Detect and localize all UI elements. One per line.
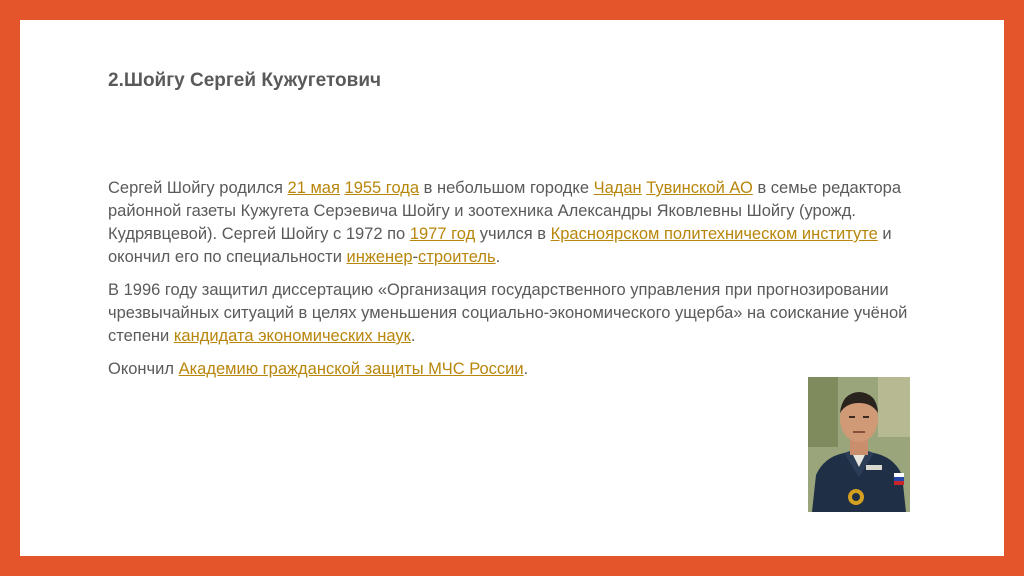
- link-1977-year[interactable]: 1977 год: [409, 225, 476, 243]
- paragraph-biography: [108, 177, 918, 269]
- link-krasnoyarsk-polytechnic[interactable]: Красноярском политехническом институте: [550, 225, 878, 243]
- slide-body: [108, 177, 918, 391]
- text: учился в: [475, 225, 551, 243]
- link-academy-mchs[interactable]: Академию гражданской защиты МЧС России: [178, 360, 524, 378]
- text: Окончил: [108, 360, 179, 378]
- text: в небольшом городке: [419, 179, 594, 197]
- link-engineer[interactable]: инженер: [346, 248, 413, 266]
- link-builder[interactable]: строитель: [418, 248, 496, 266]
- slide: [20, 20, 1004, 556]
- text: Сергей Шойгу родился: [108, 179, 288, 197]
- link-candidate-economics[interactable]: кандидата экономических наук: [173, 327, 411, 345]
- paragraph-dissertation: [108, 279, 918, 348]
- text: .: [523, 360, 529, 378]
- text: В 1996 году защитил диссертацию «Организация государственного управления при прогнозировании чрезвычайных ситуаций в целях уменьшения социально-экономического ущерба» на соискание учёной степени: [108, 281, 908, 345]
- text: в семье редактора районной газеты Кужугета Серэевича Шойгу и зоотехника Александры Яковлевны Шойгу (урожд. Кудрявцевой). Сергей Шойгу с 1972 по: [108, 179, 902, 243]
- slide-title: 2.Шойгу Сергей Кужугетович: [108, 70, 382, 91]
- portrait-photo: [808, 377, 910, 512]
- text: .: [410, 327, 416, 345]
- text: .: [495, 248, 501, 266]
- link-1955-year[interactable]: 1955 года: [344, 179, 420, 197]
- link-21-may[interactable]: 21 мая: [287, 179, 340, 197]
- paragraph-academy: [108, 358, 918, 381]
- link-tuvan-ao[interactable]: Тувинской АО: [646, 179, 753, 197]
- text: -: [412, 248, 419, 266]
- text: и окончил его по специальности: [108, 225, 892, 266]
- link-chadan[interactable]: Чадан: [593, 179, 642, 197]
